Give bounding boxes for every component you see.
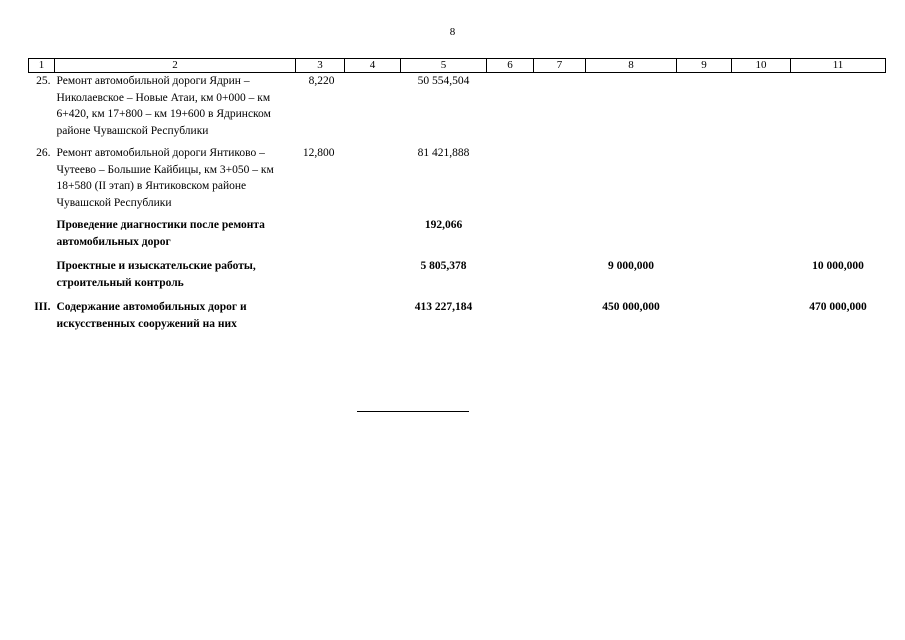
row-length: 12,800 — [302, 147, 335, 159]
row-amount-col11: 470 000,000 — [809, 301, 867, 313]
row-amount-col8: 450 000,000 — [602, 301, 660, 313]
row-length — [296, 258, 345, 299]
row-amount-col11 — [791, 145, 886, 217]
row-amount-col11: 10 000,000 — [812, 260, 864, 272]
header-cell-7: 7 — [534, 59, 586, 73]
row-length — [296, 217, 345, 258]
row-length: 8,220 — [308, 75, 335, 87]
row-name: Содержание автомобильных дорог и искусственных сооружений на них — [56, 301, 247, 330]
row-amount-col5: 413 227,184 — [414, 301, 473, 313]
header-cell-5: 5 — [401, 59, 487, 73]
row-amount-col8: 9 000,000 — [608, 260, 654, 272]
header-cell-2: 2 — [55, 59, 296, 73]
row-number: 26. — [36, 147, 51, 159]
table-row — [29, 258, 886, 299]
page-number: 8 — [449, 26, 456, 38]
row-amount-col5: 81 421,888 — [417, 147, 470, 159]
table-row — [29, 73, 886, 146]
row-amount-col8 — [586, 145, 677, 217]
header-cell-4: 4 — [345, 59, 401, 73]
closing-rule — [357, 411, 469, 412]
table-row — [29, 299, 886, 332]
row-amount-col8 — [586, 217, 677, 258]
header-cell-6: 6 — [487, 59, 534, 73]
row-amount-col5: 5 805,378 — [420, 260, 467, 272]
table-row — [29, 217, 886, 258]
row-amount-col11 — [791, 217, 886, 258]
header-cell-9: 9 — [677, 59, 732, 73]
row-number — [29, 217, 55, 258]
row-amount-col11 — [791, 73, 886, 146]
row-amount-col8 — [586, 73, 677, 146]
row-length — [296, 299, 345, 332]
header-cell-10: 10 — [732, 59, 791, 73]
row-amount-col5: 192,066 — [424, 219, 463, 231]
budget-table — [28, 58, 886, 332]
row-amount-col5: 50 554,504 — [417, 75, 470, 87]
header-row — [29, 59, 886, 73]
row-number: 25. — [36, 75, 51, 87]
row-name: Проведение диагностики после ремонта автомобильных дорог — [56, 219, 265, 248]
header-cell-1: 1 — [29, 59, 55, 73]
table-row — [29, 145, 886, 217]
header-cell-11: 11 — [791, 59, 886, 73]
row-name: Проектные и изыскательские работы, строительный контроль — [56, 260, 256, 289]
header-cell-3: 3 — [296, 59, 345, 73]
row-number — [29, 258, 55, 299]
row-name: Ремонт автомобильной дороги Ядрин – Николаевское – Новые Атаи, км 0+000 – км 6+420, км 17+800 – км 19+600 в Ядринском районе Чувашской Республики — [56, 75, 271, 137]
row-name: Ремонт автомобильной дороги Янтиково – Чутеево – Большие Кайбицы, км 3+050 – км 18+580 (II этап) в Янтиковском районе Чувашской Республики — [56, 147, 274, 209]
row-number: III. — [34, 301, 51, 313]
header-cell-8: 8 — [586, 59, 677, 73]
